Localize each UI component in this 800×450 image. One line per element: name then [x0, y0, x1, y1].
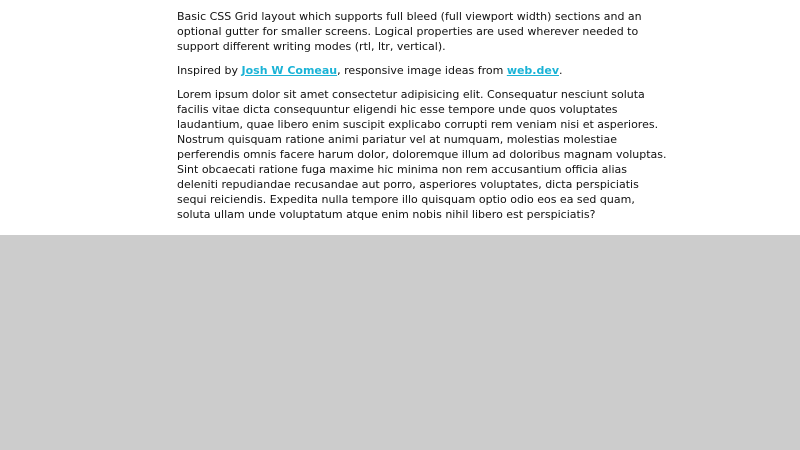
full-bleed-section [0, 235, 800, 450]
text-line: laudantium, quae libero enim suscipit explicabo corrupti rem veniam nisi et asperiores. [177, 118, 659, 131]
text-line: support different writing modes (rtl, ltr, vertical). [177, 40, 446, 53]
text-line: Sint obcaecati ratione fuga maxime hic minima non rem accusantium officia alias [177, 163, 627, 176]
text-line: Lorem ipsum dolor sit amet consectetur adipisicing elit. Consequatur nesciunt soluta [177, 88, 645, 101]
credits-suffix: . [559, 64, 563, 77]
josh-comeau-link[interactable]: Josh W Comeau [241, 64, 338, 77]
text-line: deleniti repudiandae recusandae aut porro, asperiores voluptates, dicta perspiciatis [177, 178, 639, 191]
credits-paragraph [177, 63, 637, 78]
main-content [177, 9, 667, 231]
text-line: perferendis omnis facere harum dolor, doloremque illum ad doloribus magnam voluptas. [177, 148, 667, 161]
text-line: facilis vitae dicta consequuntur eligendi hic esse tempore unde quos voluptates [177, 103, 618, 116]
lorem-paragraph [177, 87, 667, 222]
text-line: Basic CSS Grid layout which supports full bleed (full viewport width) sections and an [177, 10, 642, 23]
text-line: Nostrum quisquam ratione animi pariatur vel at numquam, molestias molestiae [177, 133, 617, 146]
credits-middle: , responsive image ideas from [337, 64, 507, 77]
text-line: soluta ullam unde voluptatum atque enim nobis nihil libero est perspiciatis? [177, 208, 596, 221]
web-dev-link[interactable]: web.dev [506, 64, 559, 77]
text-line: optional gutter for smaller screens. Logical properties are used wherever needed to [177, 25, 639, 38]
text-line: sequi reiciendis. Expedita nulla tempore illo quisquam optio odio eos ea sed quam, [177, 193, 635, 206]
credits-prefix: Inspired by [177, 64, 242, 77]
intro-paragraph [177, 9, 642, 54]
